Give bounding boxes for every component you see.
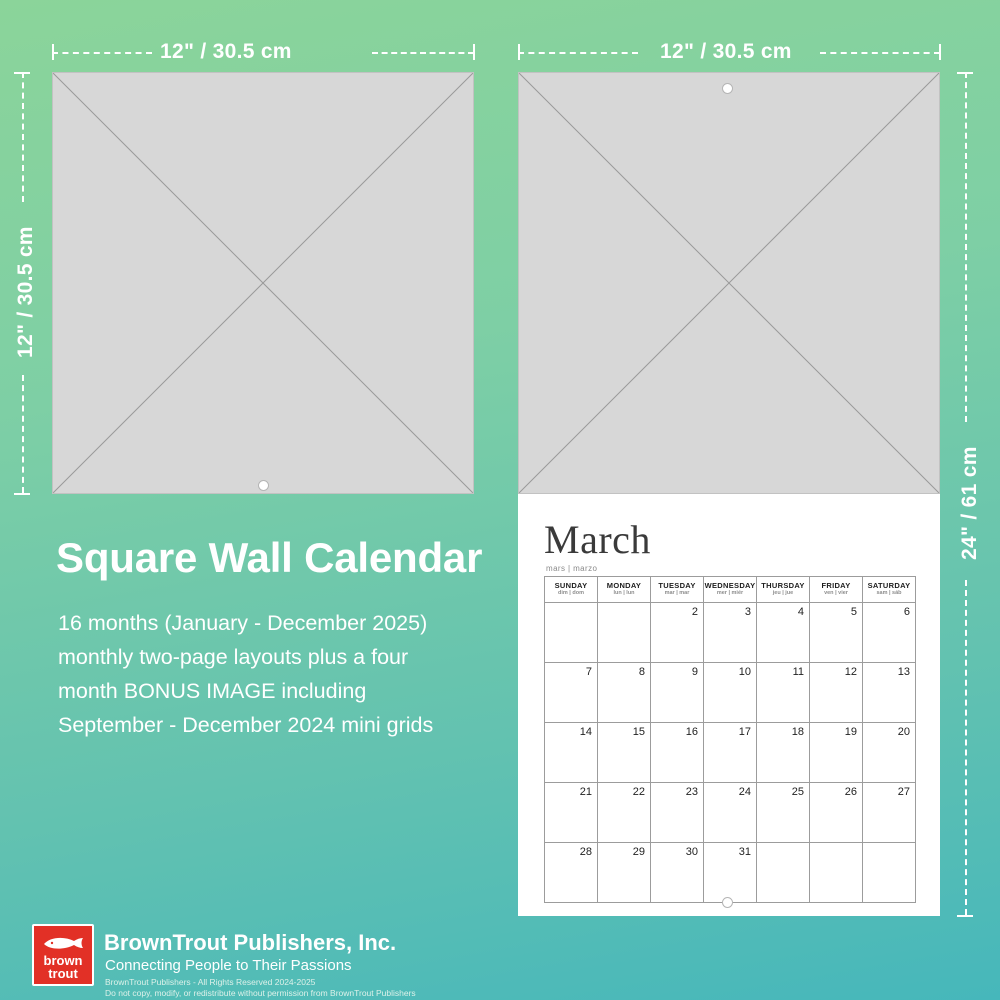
calendar-day-cell[interactable]: 16 — [651, 723, 704, 783]
placeholder-cross-icon-right — [519, 73, 939, 493]
description-line: September - December 2024 mini grids — [58, 713, 434, 737]
calendar-day-cell[interactable]: 31 — [704, 843, 757, 903]
description-line: month BONUS IMAGE including — [58, 679, 367, 703]
weekday-loc: lun | lun — [613, 590, 635, 596]
weekday-en: THURSDAY — [761, 581, 805, 590]
calendar-week-row — [545, 603, 916, 663]
weekday-header-thursday — [757, 577, 810, 603]
calendar-header-row — [545, 577, 916, 603]
legal-line-1: BrownTrout Publishers - All Rights Reserved 2024-2025 — [105, 977, 316, 987]
calendar-day-cell[interactable]: 13 — [863, 663, 916, 723]
weekday-en: FRIDAY — [821, 581, 851, 590]
calendar-day-cell[interactable]: 2 — [651, 603, 704, 663]
dimension-tick-top-right-end — [939, 44, 941, 60]
calendar-day-cell[interactable]: 23 — [651, 783, 704, 843]
calendar-day-cell[interactable]: 3 — [704, 603, 757, 663]
calendar-day-cell[interactable]: 25 — [757, 783, 810, 843]
weekday-header-monday — [598, 577, 651, 603]
calendar-day-cell[interactable]: 20 — [863, 723, 916, 783]
weekday-header-wednesday — [704, 577, 757, 603]
legal-notice — [105, 977, 416, 999]
calendar-day-cell[interactable]: 22 — [598, 783, 651, 843]
calendar-day-cell[interactable] — [598, 603, 651, 663]
weekday-header-friday — [810, 577, 863, 603]
logo-line-1: brown — [43, 953, 83, 968]
calendar-day-cell[interactable]: 7 — [545, 663, 598, 723]
calendar-image-panel-right — [518, 72, 940, 494]
calendar-week-row — [545, 723, 916, 783]
dimension-tick-top-left-end — [473, 44, 475, 60]
calendar-day-cell[interactable]: 28 — [545, 843, 598, 903]
calendar-day-cell[interactable] — [757, 843, 810, 903]
legal-line-2: Do not copy, modify, or redistribute without permission from BrownTrout Publishers — [105, 988, 416, 998]
dimension-line-top-left-b — [372, 52, 474, 54]
logo-line-2: trout — [48, 966, 78, 981]
month-title-localized: mars | marzo — [546, 564, 598, 573]
calendar-day-cell[interactable] — [863, 843, 916, 903]
weekday-header-sunday — [545, 577, 598, 603]
punch-hole-left — [258, 480, 269, 491]
publisher-tagline: Connecting People to Their Passions — [105, 957, 352, 974]
trout-fish-icon — [42, 935, 86, 952]
weekday-en: MONDAY — [606, 581, 642, 590]
calendar-day-cell[interactable]: 19 — [810, 723, 863, 783]
punch-hole-top — [722, 83, 733, 94]
calendar-day-cell[interactable]: 29 — [598, 843, 651, 903]
dimension-tick-right-start — [957, 72, 973, 74]
calendar-image-panel-left — [52, 72, 474, 494]
calendar-day-cell[interactable]: 26 — [810, 783, 863, 843]
calendar-day-cell[interactable] — [545, 603, 598, 663]
dimension-label-right: 24" / 61 cm — [958, 446, 981, 560]
calendar-day-cell[interactable]: 5 — [810, 603, 863, 663]
footer — [0, 914, 1000, 1000]
dimension-line-right-b — [965, 580, 967, 915]
product-description — [58, 606, 508, 742]
calendar-day-cell[interactable]: 6 — [863, 603, 916, 663]
dimension-tick-top-left-start — [52, 44, 54, 60]
page-title: Square Wall Calendar — [56, 534, 483, 581]
weekday-loc: mer | miér — [716, 590, 744, 596]
dimension-line-left-a — [22, 72, 24, 202]
weekday-en: SATURDAY — [867, 581, 911, 590]
weekday-loc: sam | sáb — [876, 590, 902, 596]
calendar-day-cell[interactable]: 21 — [545, 783, 598, 843]
calendar-day-cell[interactable]: 4 — [757, 603, 810, 663]
calendar-day-cell[interactable]: 17 — [704, 723, 757, 783]
dimension-tick-left-end — [14, 493, 30, 495]
calendar-day-cell[interactable]: 18 — [757, 723, 810, 783]
calendar-day-cell[interactable]: 11 — [757, 663, 810, 723]
weekday-header-tuesday — [651, 577, 704, 603]
weekday-loc: dim | dom — [558, 590, 584, 596]
weekday-en: TUESDAY — [658, 581, 696, 590]
calendar-day-cell[interactable]: 27 — [863, 783, 916, 843]
month-title: March — [544, 517, 651, 562]
dimension-line-left-b — [22, 375, 24, 493]
weekday-loc: ven | vier — [824, 590, 848, 596]
dimension-label-top-left: 12" / 30.5 cm — [160, 40, 292, 63]
placeholder-cross-icon — [53, 73, 473, 493]
month-grid — [544, 576, 916, 903]
calendar-day-cell[interactable]: 9 — [651, 663, 704, 723]
dimension-label-top-right: 12" / 30.5 cm — [660, 40, 792, 63]
dimension-tick-left-start — [14, 72, 30, 74]
calendar-day-cell[interactable] — [810, 843, 863, 903]
calendar-day-cell[interactable]: 14 — [545, 723, 598, 783]
dimension-line-right-a — [965, 72, 967, 422]
publisher-name: BrownTrout Publishers, Inc. — [104, 930, 397, 955]
description-line: monthly two-page layouts plus a four — [58, 645, 409, 669]
calendar-day-cell[interactable]: 10 — [704, 663, 757, 723]
dimension-line-top-right-b — [820, 52, 940, 54]
weekday-en: SUNDAY — [554, 581, 588, 590]
calendar-day-cell[interactable]: 30 — [651, 843, 704, 903]
weekday-en: WEDNESDAY — [704, 581, 756, 590]
dimension-line-top-left-a — [52, 52, 152, 54]
dimension-label-left: 12" / 30.5 cm — [14, 226, 37, 358]
calendar-table — [544, 576, 916, 903]
weekday-loc: jeu | jue — [772, 590, 794, 596]
dimension-tick-top-right-start — [518, 44, 520, 60]
browntrout-logo — [32, 924, 94, 986]
punch-hole-bottom — [722, 897, 733, 908]
calendar-week-row — [545, 843, 916, 903]
dimension-line-top-right-a — [518, 52, 638, 54]
weekday-loc: mar | mar — [664, 590, 690, 596]
calendar-grid-panel — [518, 494, 940, 916]
calendar-week-row — [545, 663, 916, 723]
calendar-day-cell[interactable]: 15 — [598, 723, 651, 783]
calendar-week-row — [545, 783, 916, 843]
weekday-header-saturday — [863, 577, 916, 603]
description-line: 16 months (January - December 2025) — [58, 611, 428, 635]
calendar-day-cell[interactable]: 8 — [598, 663, 651, 723]
logo-wordmark — [34, 954, 92, 980]
calendar-day-cell[interactable]: 24 — [704, 783, 757, 843]
calendar-day-cell[interactable]: 12 — [810, 663, 863, 723]
